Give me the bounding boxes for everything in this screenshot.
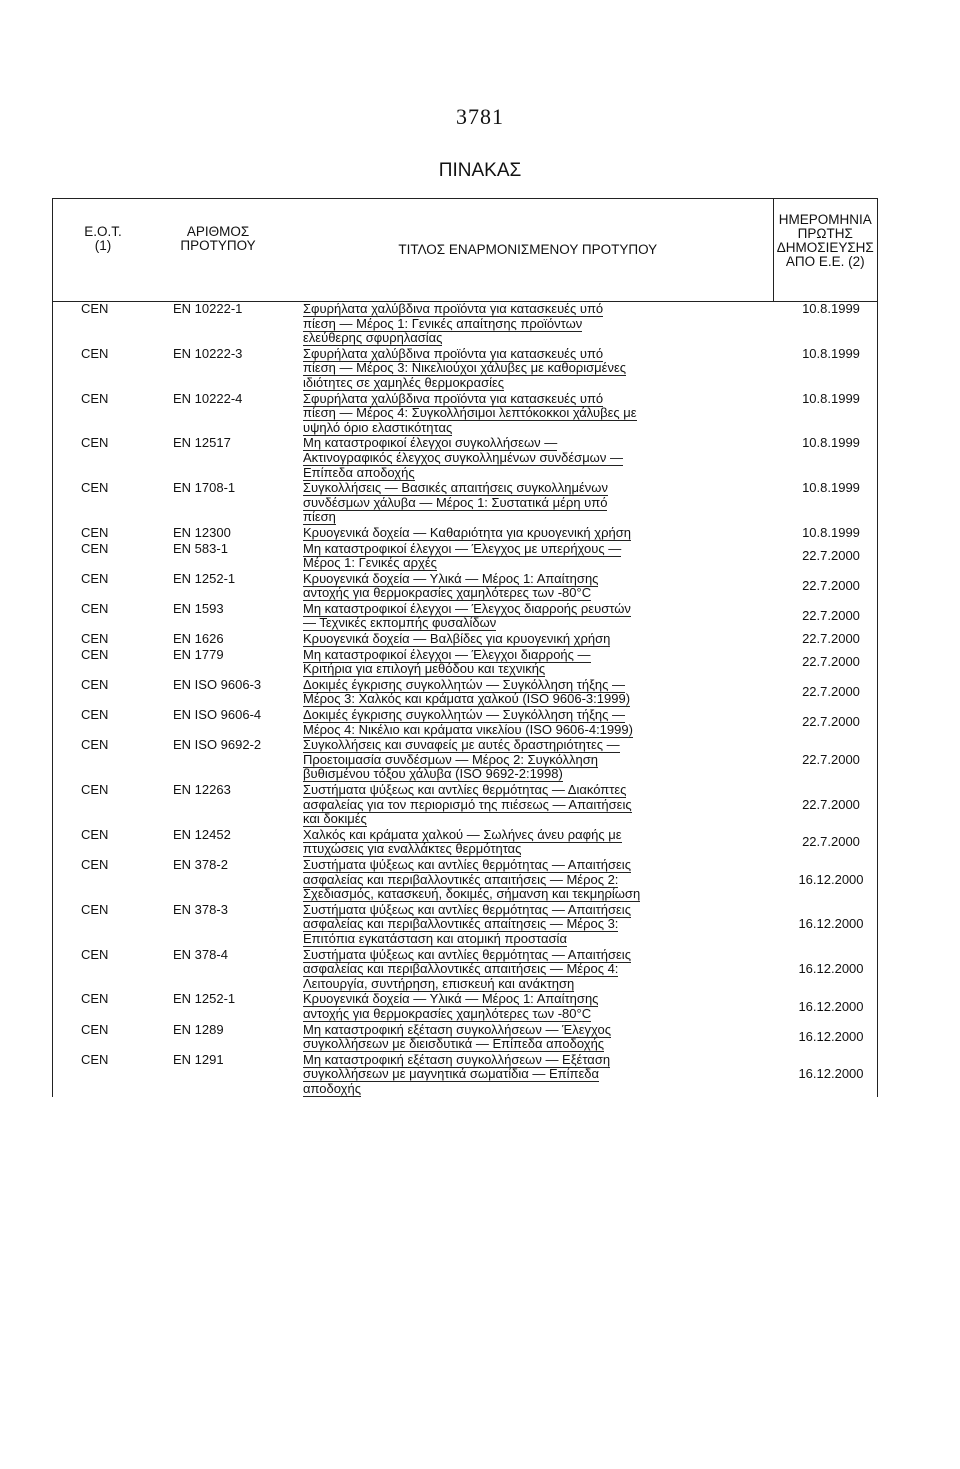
standards-table bbox=[53, 199, 877, 1097]
cell-org: CEN bbox=[81, 390, 109, 406]
cell-org: CEN bbox=[81, 600, 109, 616]
cell-number: EN 378-2 bbox=[173, 856, 228, 872]
cell-number: EN 378-4 bbox=[173, 946, 228, 962]
cell-title: Μη καταστροφική εξέταση συγκολλήσεων — Εξέταση συγκολλήσεων με μαγνητικά σωματίδια — Επίπεδα αποδοχής bbox=[303, 1051, 611, 1096]
table-row bbox=[53, 828, 877, 858]
cell-date: 22.7.2000 bbox=[802, 684, 860, 700]
table-row bbox=[53, 948, 877, 993]
cell-date: 16.12.2000 bbox=[798, 1066, 864, 1082]
table-row bbox=[53, 992, 877, 1022]
cell-date: 16.12.2000 bbox=[798, 871, 864, 887]
cell-title: Σφυρήλατα χαλύβδινα προϊόντα για κατασκευές υπό πίεση — Μέρος 3: Νικελιούχοι χάλυβες με καθορισμένες ιδιότητες σε χαμηλές θερμοκρασίες bbox=[303, 345, 627, 390]
table-row bbox=[53, 392, 877, 437]
cell-title: Κρυογενικά δοχεία — Βαλβίδες για κρυογενική χρήση bbox=[303, 631, 611, 647]
table-row bbox=[53, 648, 877, 678]
cell-date: 22.7.2000 bbox=[802, 608, 860, 624]
cell-date: 22.7.2000 bbox=[802, 796, 860, 812]
cell-org: CEN bbox=[81, 540, 109, 556]
cell-number: EN 1291 bbox=[173, 1051, 224, 1067]
cell-org: CEN bbox=[81, 631, 109, 647]
cell-org: CEN bbox=[81, 524, 109, 540]
cell-org: CEN bbox=[81, 570, 109, 586]
cell-date: 10.8.1999 bbox=[802, 524, 860, 540]
cell-date: 22.7.2000 bbox=[802, 547, 860, 563]
page-number: 3781 bbox=[456, 104, 504, 129]
cell-title: Δοκιμές έγκρισης συγκολλητών — Συγκόλληση τήξης — Μέρος 3: Χαλκός και κράματα χαλκού (ISO 9606-3:1999) bbox=[303, 676, 631, 707]
cell-title: Συστήματα ψύξεως και αντλίες θερμότητας — Απαιτήσεις ασφαλείας και περιβαλλοντικές απαίτησεις — Μέρος 3: Επιτόπια εγκατάσταση και ατομική προστασία bbox=[303, 901, 631, 946]
cell-title: Μη καταστροφικοί έλεγχοι συγκολλήσεων — Ακτινογραφικός έλεγχος συγκολλημένων συνδέσμων — Επίπεδα αποδοχής bbox=[303, 435, 623, 480]
cell-title: Σφυρήλατα χαλύβδινα προϊόντα για κατασκευές υπό πίεση — Μέρος 4: Συγκολλήσιμοι λεπτόκοκκοι χάλυβες με υψηλό όριο ελαστικότητας bbox=[303, 390, 637, 435]
cell-title: Συγκολλήσεις και συναφείς με αυτές δραστηριότητες — Προετοιμασία συνδέσμων — Μέρος 2: Συγκόλληση βυθισμένου τόξου χάλυβα (ISO 9692-2:1998) bbox=[303, 737, 620, 782]
table-row bbox=[53, 542, 877, 572]
cell-title: Συστήματα ψύξεως και αντλίες θερμότητας — Διακόπτες ασφαλείας για τον περιορισμό της πιέσεως — Απαιτήσεις και δοκιμές bbox=[303, 782, 632, 827]
cell-date: 22.7.2000 bbox=[802, 631, 860, 647]
page-title: ΠΙΝΑΚΑΣ bbox=[438, 160, 522, 181]
cell-date: 16.12.2000 bbox=[798, 961, 864, 977]
cell-number: EN 378-3 bbox=[173, 901, 228, 917]
table-row bbox=[53, 526, 877, 542]
cell-org: CEN bbox=[81, 1021, 109, 1037]
cell-title: Συγκολλήσεις — Βασικές απαιτήσεις συγκολλημένων συνδέσμων χάλυβα — Μέρος 1: Συστατικά μέρη υπό πίεση bbox=[303, 480, 608, 525]
cell-org: CEN bbox=[81, 991, 109, 1007]
cell-date: 16.12.2000 bbox=[798, 916, 864, 932]
cell-org: CEN bbox=[81, 737, 109, 753]
table-row bbox=[53, 858, 877, 903]
cell-org: CEN bbox=[81, 435, 109, 451]
header-number: ΑΡΙΘΜΟΣ ΠΡΟΤΥΠΟΥ bbox=[153, 199, 283, 302]
cell-org: CEN bbox=[81, 676, 109, 692]
cell-number: EN 1708-1 bbox=[173, 480, 236, 496]
table-row bbox=[53, 708, 877, 738]
cell-date: 16.12.2000 bbox=[798, 998, 864, 1014]
table-row bbox=[53, 347, 877, 392]
cell-number: EN 12263 bbox=[173, 782, 231, 797]
cell-number: EN 1252-1 bbox=[173, 570, 236, 586]
cell-title: Συστήματα ψύξεως και αντλίες θερμότητας — Απαιτήσεις ασφαλείας και περιβαλλοντικές απαιτήσεις — Μέρος 2: Σχεδιασμός, κατασκευή, δοκιμές, σήμανση και τεκμηρίωση bbox=[303, 856, 641, 902]
cell-title: Μη καταστροφικοί έλεγχοι — Έλεγχοι διαρροής — Κριτήρια για επιλογή μεθόδου και τεχνικής bbox=[303, 646, 591, 677]
cell-date: 10.8.1999 bbox=[802, 390, 860, 406]
cell-date: 10.8.1999 bbox=[802, 480, 860, 496]
table-row bbox=[53, 783, 877, 828]
table-header-row bbox=[53, 199, 877, 302]
table-row bbox=[53, 738, 877, 783]
cell-number: EN 12300 bbox=[173, 524, 231, 540]
cell-org: CEN bbox=[81, 826, 109, 842]
header-title: ΤΙΤΛΟΣ ΕΝΑΡΜΟΝΙΣΜΕΝΟΥ ΠΡΟΤΥΠΟΥ bbox=[283, 199, 773, 302]
cell-org: CEN bbox=[81, 345, 109, 361]
cell-date: 22.7.2000 bbox=[802, 834, 860, 850]
cell-number: EN 1252-1 bbox=[173, 991, 236, 1007]
table-body bbox=[53, 302, 877, 1098]
cell-number: EN ISO 9692-2 bbox=[173, 737, 262, 753]
cell-date: 22.7.2000 bbox=[802, 577, 860, 593]
cell-org: CEN bbox=[81, 901, 109, 917]
cell-title: Συστήματα ψύξεως και αντλίες θερμότητας — Απαιτήσεις ασφαλείας και περιβαλλοντικές απαιτήσεις — Μέρος 4: Λειτουργία, συντήρηση, επισκευή και ανάκτηση bbox=[303, 946, 631, 991]
cell-number: EN 583-1 bbox=[173, 540, 228, 556]
cell-date: 16.12.2000 bbox=[798, 1028, 864, 1044]
cell-org: CEN bbox=[81, 1051, 109, 1067]
cell-date: 22.7.2000 bbox=[802, 751, 860, 767]
cell-date: 22.7.2000 bbox=[802, 653, 860, 669]
cell-title: Μη καταστροφικοί έλεγχοι — Έλεγχος με υπερήχους — Μέρος 1: Γενικές αρχές bbox=[303, 540, 622, 571]
cell-number: EN 1779 bbox=[173, 646, 224, 662]
cell-title: Κρυογενικά δοχεία — Υλικά — Μέρος 1: Απαίτησης αντοχής για θερμοκρασίες χαμηλότερες των -80°C bbox=[303, 991, 599, 1021]
cell-title: Μη καταστροφική εξέταση συγκολλήσεων — Έλεγχος συγκολλήσεων με διεισδυτικά — Επίπεδα αποδοχής bbox=[303, 1021, 612, 1052]
cell-org: CEN bbox=[81, 707, 109, 723]
cell-date: 10.8.1999 bbox=[802, 345, 860, 361]
cell-title: Σφυρήλατα χαλύβδινα προϊόντα για κατασκευές υπό πίεση — Μέρος 1: Γενικές απαίτησης προϊόντων ελεύθερης σφυρηλασίας bbox=[303, 301, 604, 346]
table-row bbox=[53, 632, 877, 648]
cell-number: EN ISO 9606-3 bbox=[173, 676, 262, 692]
table-row bbox=[53, 678, 877, 708]
header-org: Ε.Ο.Τ. (1) bbox=[53, 199, 153, 302]
cell-org: CEN bbox=[81, 480, 109, 496]
cell-title: Μη καταστροφικοί έλεγχοι — Έλεγχος διαρροής ρευστών — Τεχνικές εκπομπής φυσαλίδων bbox=[303, 600, 631, 631]
table-row bbox=[53, 1053, 877, 1098]
header-date: ΗΜΕΡΟΜΗΝΙΑ ΠΡΩΤΗΣ ΔΗΜΟΣΙΕΥΣΗΣ ΑΠΟ Ε.Ε. (2) bbox=[773, 199, 877, 302]
table-row bbox=[53, 1023, 877, 1053]
cell-number: EN 10222-3 bbox=[173, 345, 243, 361]
cell-date: 10.8.1999 bbox=[802, 301, 860, 316]
table-row bbox=[53, 302, 877, 347]
cell-number: EN 12517 bbox=[173, 435, 231, 451]
cell-number: EN 1626 bbox=[173, 631, 224, 647]
cell-org: CEN bbox=[81, 856, 109, 872]
cell-title: Δοκιμές έγκρισης συγκολλητών — Συγκόλληση τήξης — Μέρος 4: Νικέλιο και κράματα νικελίου (ISO 9606-4:1999) bbox=[303, 707, 633, 737]
standards-table-wrapper bbox=[52, 198, 878, 1097]
cell-number: EN 10222-1 bbox=[173, 301, 243, 316]
cell-org: CEN bbox=[81, 301, 109, 316]
cell-org: CEN bbox=[81, 782, 109, 797]
table-row bbox=[53, 436, 877, 481]
cell-number: EN 1593 bbox=[173, 600, 224, 616]
cell-date: 10.8.1999 bbox=[802, 435, 860, 451]
cell-number: EN 12452 bbox=[173, 826, 231, 842]
cell-title: Κρυογενικά δοχεία — Καθαριότητα για κρυογενική χρήση bbox=[303, 524, 631, 540]
table-row bbox=[53, 602, 877, 632]
cell-date: 22.7.2000 bbox=[802, 714, 860, 730]
cell-title: Κρυογενικά δοχεία — Υλικά — Μέρος 1: Απαίτησης αντοχής για θερμοκρασίες χαμηλότερες των -80°C bbox=[303, 570, 599, 601]
cell-org: CEN bbox=[81, 946, 109, 962]
cell-number: EN 1289 bbox=[173, 1021, 224, 1037]
cell-number: EN ISO 9606-4 bbox=[173, 707, 262, 723]
cell-org: CEN bbox=[81, 646, 109, 662]
table-row bbox=[53, 903, 877, 948]
table-row bbox=[53, 572, 877, 602]
cell-title: Χαλκός και κράματα χαλκού — Σωλήνες άνευ ραφής με πτυχώσεις για εναλλάκτες θερμότητας bbox=[303, 826, 622, 857]
cell-number: EN 10222-4 bbox=[173, 390, 243, 406]
table-row bbox=[53, 481, 877, 526]
